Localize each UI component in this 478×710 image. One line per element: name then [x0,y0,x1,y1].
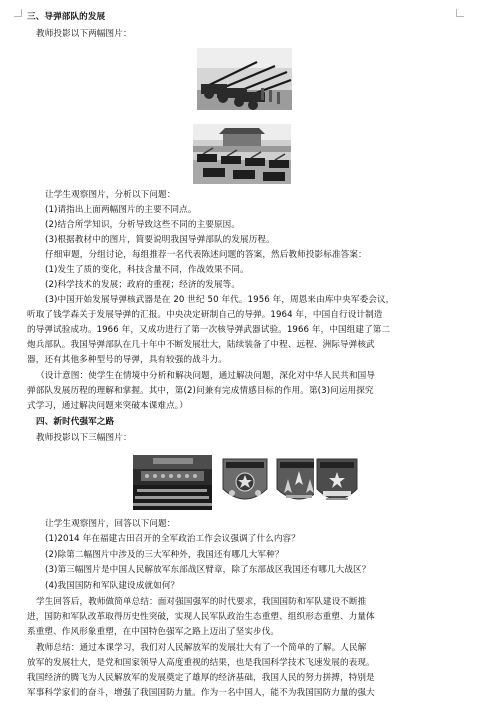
question-b1: (1)2014 年在福建古田召开的全军政治工作会议强调了什么内容？ [45,534,300,544]
section-4-title: 四、新时代强军之路 [36,417,115,427]
answer-1: (1)发生了质的变化，科技含量不同，作战效果不同。 [45,265,249,275]
answer-summary-line-2: 进，国防和军队改革取得历史性突破，实现人民军队政治生态重塑、组织形态重塑、力量体 [27,612,375,622]
question-b2: (2)除第二幅图片中涉及的三大军种外，我国还有哪几大军种？ [45,550,284,560]
teacher-summary-line-1: 教师总结：通过本课学习，我们对人民解放军的发展壮大有了一个简单的了解。人民解 [36,643,367,653]
section-3-title: 三、导弹部队的发展 [27,12,106,22]
answer-summary-line-3: 系重塑、作风形象重塑，在中国特色强军之路上迈出了坚实步伐。 [27,627,280,637]
crop-mark-top-left [14,9,22,17]
conference-photo [133,455,212,510]
navy-army-airforce-patch [220,455,270,510]
question-b3: (3)第三幅图片是中国人民解放军东部战区臂章，除了东部战区我国还有哪几大战区？ [45,565,371,575]
design-intent-line-2: 弹部队发展历程的理解和掌握。其中，第(2)问兼有完成情感目标的作用。第(3)问运用探究 [27,386,374,396]
question-2: (2)结合所学知识，分析导致这些不同的主要原因。 [45,220,241,230]
teacher-summary-line-4: 军事科学家们的奋斗，增强了我国国防力量。作为一名中国人，能不为我国国防力量的强大 [27,688,375,698]
eastern-theater-patch [314,455,360,510]
answer-summary-line-1: 学生回答后，教师做简单总结：面对强国强军的时代要求，我国国防和军队建设不断推 [36,597,367,607]
answer-2: (2)科学技术的发展；政府的重视；经济的发展等。 [45,280,241,290]
answer-3-line-2: 听取了钱学森关于发展导弹的汇报。中央决定研制自己的导弹。1964 年，中国自行设计制造 [27,310,383,320]
answer-3-line-5: 器，还有其他多种型号的导弹，具有较强的战斗力。 [27,355,227,365]
section-4-intro: 教师投影以下三幅图片： [36,433,132,443]
observe-prompt-2: 让学生观察图片，回答以下问题： [45,519,176,529]
teacher-summary-line-3: 我国经济的腾飞为人民解放军的发展奠定了雄厚的经济基础，我国人民的努力拼搏，特别是 [27,673,375,683]
answer-3-line-1: (3)中国开始发展导弹核武器是在 20 世纪 50 年代。1956 年，周恩来由库中央军委会议， [45,295,395,305]
question-3: (3)根据教材中的图片，简要说明我国导弹部队的发展历程。 [45,235,275,245]
section-3-intro: 教师投影以下两幅图片： [36,29,132,39]
design-intent-line-1: （设计意图：使学生在情境中分析和解决问题，通过解决问题，深化对中华人民共和国导 [36,371,376,381]
discussion-instruction: 仔细审题，分组讨论，每组推荐一名代表陈述问题的答案，然后教师投影标准答案： [45,250,367,260]
observe-prompt: 让学生观察图片，分析以下问题： [45,190,176,200]
question-b4: (4)我国国防和军队建设成就如何？ [45,581,180,591]
teacher-summary-line-2: 放军的发展壮大，是党和国家领导人高度重视的结果，也是我国科学技术飞速发展的表现。 [27,658,375,668]
design-intent-line-3: 式学习，通过解决问题来突破本课难点。） [27,401,188,411]
artillery-photo [197,48,292,110]
answer-3-line-3: 的导弹试验成功。1966 年，又成功进行了第一次核导弹武器试验。1966 年，中国组建了第二 [27,325,391,335]
parade-photo [193,124,291,184]
question-1: (1)请指出上面两幅图片的主要不同点。 [45,205,197,215]
answer-3-line-4: 炮兵部队。我国导弹部队在几十年中不断发展壮大，陆续装备了中程、远程、洲际导弹核武 [27,340,375,350]
